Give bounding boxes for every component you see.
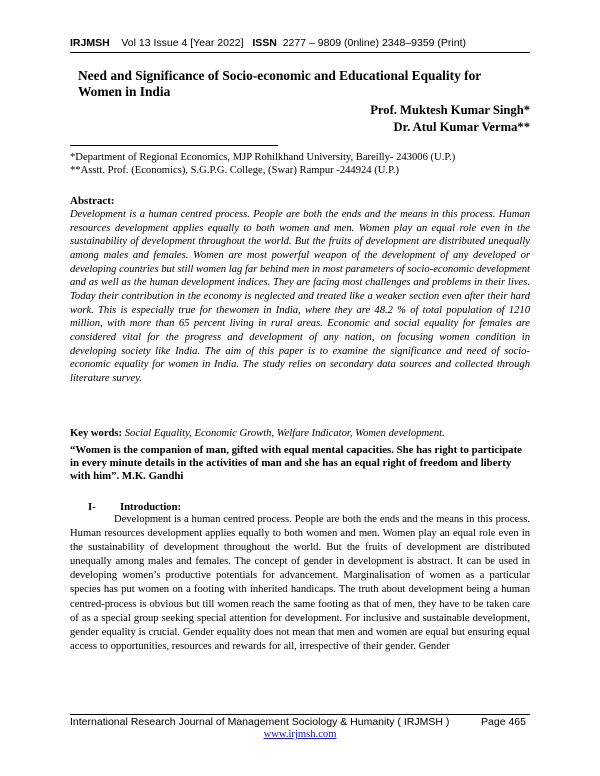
- gandhi-quote: “Women is the companion of man, gifted with equal mental capacities. She has right to participate in every minute details in the activities of man and she has an equal right of freedom and liberty with him”. M.K. Gandhi: [70, 444, 522, 483]
- keywords-label: Key words:: [70, 428, 123, 439]
- header-divider: [70, 52, 530, 53]
- journal-abbreviation: IRJMSH: [70, 37, 110, 49]
- paper-title: Need and Significance of Socio-economic and Educational Equality for Women in India: [78, 68, 481, 99]
- footer-divider: [70, 714, 530, 715]
- running-header: [70, 37, 530, 49]
- section-title: Introduction:: [120, 502, 182, 513]
- affiliation-divider: [70, 145, 278, 146]
- abstract-text: Development is a human centred process. People are both the ends and the means in this process. Human resources development applies equally to both women and men. Women play an equal role even in the sustainability of development throughout the world. But the fruits of development are distributed unequally among males and females. Women are most powerful weapon of the development of any developed or developing countries but still women lag far behind men in most parameters of socio-economic development and as well as the human development indices. They are facing most challenges and problems in their lives. Today their contribution in the economy is neglected and treated like a weaker section even after their hard work. This is especially true for thewomen in India, where they are 48.2 % of total population of 1210 million, with more than 65 percent living in rural areas. Economic and social equality for females are considered vital for the progress and development of any nation, on focusing women condition in developing society like India. The aim of this paper is to examine the significance and need of socio-economic equality for women in India. The study relies on secondary data sources and collected through literature survey.: [70, 209, 530, 384]
- section-heading: [88, 502, 528, 513]
- abstract-heading: Abstract:: [70, 195, 115, 207]
- footer: [70, 716, 530, 728]
- introduction-text: Development is a human centred process. People are both the ends and the means in this process. Human resources development applies equally to both women and men. Women play an equal role even in the sustainability of development throughout the world. But the fruits of development are distributed unequally among males and females. The concept of gender in development is abstract. It can be used in developing women’s productive potentials for advancement. Marginalisation of women as a particular species has put women on a footing with inherited handicaps. The truth about development being a human centred-process is obvious but till women reach the same footing as that of men, they have to be taken care of as a special group seeking special attention for development. For inclusive and sustainable development, gender equality is crucial. Gender equality does not mean that men and women are equal but ensuring equal access to opportunities, resources and rewards for all, irrespective of their gender. Gender: [70, 514, 530, 652]
- issn-value: 2277 – 9809 (0nline) 2348–9359 (Print): [282, 37, 467, 49]
- issn-label: ISSN: [252, 37, 277, 49]
- journal-website-link[interactable]: www.irjmsh.com: [263, 729, 337, 740]
- keywords-line: [70, 427, 530, 440]
- affiliation-primary: *Department of Regional Economics, MJP Rohilkhand University, Bareilly- 243006 (U.P.): [70, 152, 456, 163]
- author-secondary: Dr. Atul Kumar Verma**: [393, 120, 530, 134]
- volume-issue: Vol 13 Issue 4 [Year 2022]: [121, 37, 244, 49]
- page-number: Page 465: [481, 716, 526, 728]
- author-primary: Prof. Muktesh Kumar Singh*: [370, 103, 530, 117]
- section-number: I-: [88, 502, 96, 513]
- keywords-value: Social Equality, Economic Growth, Welfare Indicator, Women development.: [124, 428, 445, 439]
- affiliation-secondary: **Asstt. Prof. (Economics), S.G.P.G. College, (Swar) Rampur -244924 (U.P.): [70, 165, 399, 176]
- footer-journal-name: International Research Journal of Management Sociology & Humanity ( IRJMSH ): [70, 716, 450, 728]
